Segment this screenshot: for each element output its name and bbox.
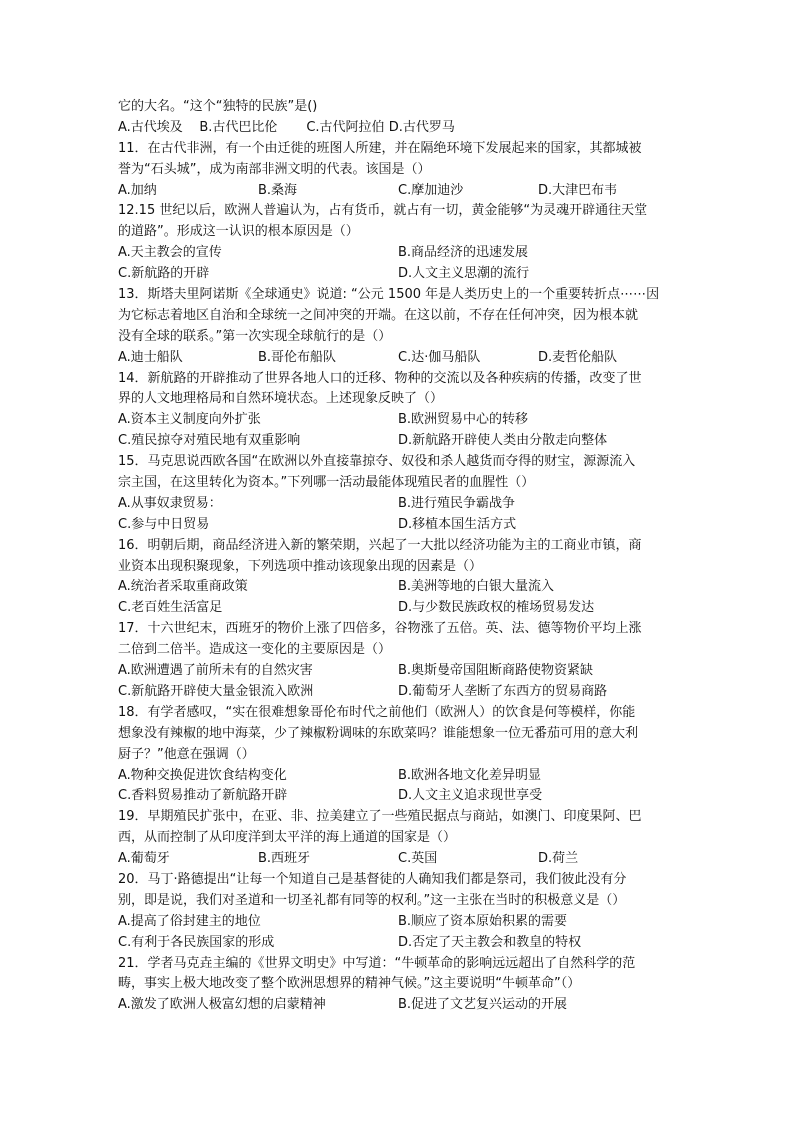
question-stem-line: 15．马克思说西欧各国“在欧洲以外直接靠掠夺、奴役和杀人越货而夺得的财宝，源源流入 bbox=[118, 454, 636, 470]
option-row bbox=[118, 766, 678, 787]
option-c: C.有利于各民族国家的形成 bbox=[118, 934, 275, 950]
option-row bbox=[118, 598, 678, 619]
option-d: D.古代罗马 bbox=[388, 119, 455, 135]
option-b: B.西班牙 bbox=[258, 851, 311, 867]
question-16 bbox=[118, 536, 678, 620]
option-d: D.移植本国生活方式 bbox=[398, 516, 517, 532]
question-17 bbox=[118, 619, 678, 703]
question-stem-line: 19．早期殖民扩张中，在亚、非、拉美建立了一些殖民据点与商站，如澳门、印度果阿、巴 bbox=[118, 809, 642, 825]
option-c: C.达·伽马船队 bbox=[398, 349, 481, 365]
option-row bbox=[118, 577, 678, 598]
option-a: A.资本主义制度向外扩张 bbox=[118, 412, 261, 428]
question-stem-line: 没有全球的联系。”第一次实现全球航行的是（） bbox=[118, 328, 392, 344]
exam-page bbox=[118, 97, 678, 1016]
question-stem-line: 誉为“石头城”，成为南部非洲文明的代表。该国是（） bbox=[118, 161, 431, 177]
option-b: B.欧洲各地文化差异明显 bbox=[398, 767, 542, 783]
question-stem-line: 想象没有辣椒的地中海菜，少了辣椒粉调味的东欧菜吗？谁能想象一位无番茄可用的意大利 bbox=[118, 725, 639, 741]
option-d: D.与少数民族政权的榷场贸易发达 bbox=[398, 600, 595, 616]
option-row bbox=[118, 682, 678, 703]
question-stem-line: 12.15 世纪以后，欧洲人普遍认为，占有货币，就占有一切，黄金能够“为灵魂开辟通往天堂 bbox=[118, 203, 648, 219]
question-stem-line: 界的人文地理格局和自然环境状态。上述现象反映了（） bbox=[118, 391, 444, 407]
option-d: D.大津巴布韦 bbox=[538, 182, 618, 198]
question-stem-line: 17．十六世纪末，西班牙的物价上涨了四倍多，谷物涨了五倍。英、法、德等物价平均上涨 bbox=[118, 621, 642, 637]
question-stem-line: 为它标志着地区自治和全球统一之间冲突的开端。在这以前，不存在任何冲突，因为根本就 bbox=[118, 307, 639, 323]
option-row bbox=[118, 348, 678, 369]
option-a: A.统治者采取重商政策 bbox=[118, 579, 248, 595]
option-row bbox=[118, 661, 678, 682]
option-row bbox=[118, 849, 678, 870]
option-row bbox=[118, 181, 678, 202]
option-a: A.从事奴隶贸易： bbox=[118, 495, 222, 511]
option-c: C.参与中日贸易 bbox=[118, 516, 210, 532]
question-15 bbox=[118, 452, 678, 536]
option-c: C.香料贸易推动了新航路开辟 bbox=[118, 788, 288, 804]
question-stem-line: 18．有学者感叹，“实在很难想象哥伦布时代之前他们（欧洲人）的饮食是何等模样，你能 bbox=[118, 704, 636, 720]
option-a: A.提高了俗封建主的地位 bbox=[118, 913, 261, 929]
option-d: D.否定了天主教会和教皇的特权 bbox=[398, 934, 582, 950]
option-row bbox=[118, 243, 678, 264]
option-a: A.古代埃及 bbox=[118, 119, 183, 135]
question-stem-line: 21．学者马克垚主编的《世界文明史》中写道：“牛顿革命的影响远远超出了自然科学的范 bbox=[118, 955, 636, 971]
option-a: A.葡萄牙 bbox=[118, 851, 170, 867]
option-a: A.加纳 bbox=[118, 182, 157, 198]
question-stem-line: 11．在古代非洲，有一个由迁徙的班图人所建，并在隔绝环境下发展起来的国家，其都城被 bbox=[118, 140, 642, 156]
option-c: C.新航路开辟使大量金银流入欧洲 bbox=[118, 683, 314, 699]
question-11 bbox=[118, 139, 678, 202]
option-b: B.促进了文艺复兴运动的开展 bbox=[398, 997, 568, 1013]
option-d: D.荷兰 bbox=[538, 851, 579, 867]
option-a: A.欧洲遭遇了前所未有的自然灾害 bbox=[118, 663, 313, 679]
question-stem-line: 16．明朝后期，商品经济进入新的繁荣期，兴起了一大批以经济功能为主的工商业市镇，商 bbox=[118, 537, 642, 553]
option-b: B.桑海 bbox=[258, 182, 298, 198]
option-a: A.激发了欧洲人极富幻想的启蒙精神 bbox=[118, 997, 326, 1013]
question-stem-line: 业资本出现积聚现象，下列选项中推动该现象出现的因素是（） bbox=[118, 558, 483, 574]
option-row bbox=[118, 912, 678, 933]
question-stem-line: 二倍到二倍半。造成这一变化的主要原因是（） bbox=[118, 642, 392, 658]
question-10-continuation bbox=[118, 97, 678, 139]
option-c: C.殖民掠夺对殖民地有双重影响 bbox=[118, 433, 301, 449]
option-d: D.新航路开辟使人类由分散走向整体 bbox=[398, 433, 608, 449]
question-stem-line: 厨子？”他意在强调（） bbox=[118, 746, 255, 762]
option-a: A.迪士船队 bbox=[118, 349, 183, 365]
option-d: D.人文主义思潮的流行 bbox=[398, 266, 530, 282]
option-c: C.古代阿拉伯 bbox=[306, 119, 385, 135]
option-row bbox=[118, 515, 678, 536]
option-c: C.摩加迪沙 bbox=[398, 182, 464, 198]
option-b: B.美洲等地的白银大量流入 bbox=[398, 579, 555, 595]
question-12 bbox=[118, 201, 678, 285]
question-19 bbox=[118, 807, 678, 870]
option-row bbox=[118, 410, 678, 431]
option-b: B.奥斯曼帝国阻断商路使物资紧缺 bbox=[398, 663, 594, 679]
option-b: B.古代巴比伦 bbox=[199, 119, 278, 135]
question-stem-line: 畴，事实上极大地改变了整个欧洲思想界的精神气候。”这主要说明“牛顿革命”（） bbox=[118, 976, 581, 992]
option-c: C.英国 bbox=[398, 851, 438, 867]
option-row bbox=[118, 786, 678, 807]
option-b: B.顺应了资本原始积累的需要 bbox=[398, 913, 568, 929]
question-stem-line: 宗主国，在这里转化为资本。”下列哪一活动最能体现殖民者的血腥性（） bbox=[118, 475, 535, 491]
option-row bbox=[118, 995, 678, 1016]
option-d: D.麦哲伦船队 bbox=[538, 349, 618, 365]
option-row bbox=[118, 933, 678, 954]
question-21 bbox=[118, 954, 678, 1017]
question-20 bbox=[118, 870, 678, 954]
option-d: D.葡萄牙人垄断了东西方的贸易商路 bbox=[398, 683, 608, 699]
option-b: B.进行殖民争霸战争 bbox=[398, 495, 516, 511]
option-a: A.天主教会的宣传 bbox=[118, 245, 222, 261]
question-13 bbox=[118, 285, 678, 369]
option-c: C.老百姓生活富足 bbox=[118, 600, 223, 616]
question-stem-line: 13．斯塔夫里阿诺斯《全球通史》说道: “公元 1500 年是人类历史上的一个重要转折点⋯⋯因 bbox=[118, 287, 660, 303]
question-stem-line: 西，从而控制了从印度洋到太平洋的海上通道的国家是（） bbox=[118, 830, 457, 846]
question-18 bbox=[118, 703, 678, 807]
option-row bbox=[118, 494, 678, 515]
option-a: A.物种交换促进饮食结构变化 bbox=[118, 767, 287, 783]
option-b: B.欧洲贸易中心的转移 bbox=[398, 412, 529, 428]
question-stem-line: 20．马丁·路德提出“让每一个知道自己是基督徒的人确知我们都是祭司，我们彼此没有分 bbox=[118, 871, 627, 887]
option-d: D.人文主义追求现世享受 bbox=[398, 788, 543, 804]
question-stem-line: 它的大名。“这个“独特的民族”是() bbox=[118, 99, 318, 114]
question-stem-line: 的道路”。形成这一认识的根本原因是（） bbox=[118, 224, 359, 240]
option-c: C.新航路的开辟 bbox=[118, 266, 210, 282]
option-row bbox=[118, 118, 678, 139]
question-stem-line: 别，即是说，我们对圣道和一切圣礼都有同等的权利。”这一主张在当时的积极意义是（） bbox=[118, 892, 626, 908]
option-row bbox=[118, 431, 678, 452]
option-row bbox=[118, 264, 678, 285]
question-14 bbox=[118, 369, 678, 453]
question-stem-line: 14．新航路的开辟推动了世界各地人口的迁移、物种的交流以及各种疾病的传播，改变了世 bbox=[118, 370, 642, 386]
option-b: B.哥伦布船队 bbox=[258, 349, 337, 365]
option-b: B.商品经济的迅速发展 bbox=[398, 245, 529, 261]
